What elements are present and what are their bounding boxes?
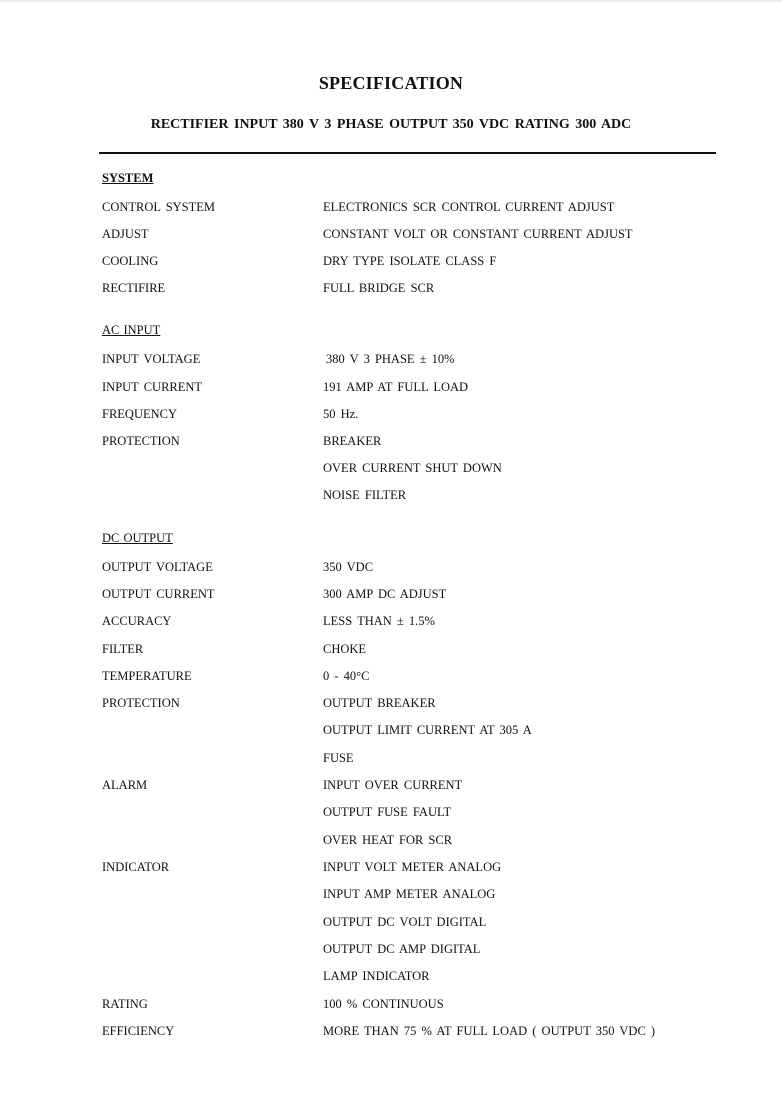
spec-row (0, 279, 782, 297)
spec-label: INPUT VOLTAGE (102, 352, 201, 366)
spec-value: INPUT OVER CURRENT (323, 778, 463, 792)
spec-value: 100 % CONTINUOUS (323, 997, 444, 1011)
spec-label: CONTROL SYSTEM (102, 200, 216, 214)
spec-value: OUTPUT BREAKER (323, 696, 436, 710)
spec-label: PROTECTION (102, 434, 180, 448)
spec-label: RATING (102, 997, 148, 1011)
spec-value: CHOKE (323, 642, 367, 656)
spec-row (0, 640, 782, 658)
spec-label: ACCURACY (102, 614, 172, 628)
spec-value: OUTPUT LIMIT CURRENT AT 305 A (323, 723, 532, 737)
spec-value: BREAKER (323, 434, 382, 448)
spec-label: FILTER (102, 642, 144, 656)
spec-row (0, 995, 782, 1013)
spec-label: INDICATOR (102, 860, 170, 874)
spec-row (0, 585, 782, 603)
spec-row (0, 1022, 782, 1040)
spec-row (0, 612, 782, 630)
spec-row (0, 198, 782, 216)
section-heading-system: SYSTEM (102, 171, 154, 185)
spec-value: CONSTANT VOLT OR CONSTANT CURRENT ADJUST (323, 227, 633, 241)
spec-row (0, 967, 782, 985)
spec-value: INPUT AMP METER ANALOG (323, 887, 496, 901)
document-subtitle: RECTIFIER INPUT 380 V 3 PHASE OUTPUT 350 VDC RATING 300 ADC (150, 117, 632, 132)
spec-value: ELECTRONICS SCR CONTROL CURRENT ADJUST (323, 200, 615, 214)
page-top-border (0, 0, 782, 2)
spec-label: EFFICIENCY (102, 1024, 175, 1038)
spec-value: DRY TYPE ISOLATE CLASS F (323, 254, 497, 268)
spec-row (0, 831, 782, 849)
spec-row (0, 225, 782, 243)
section-heading-dc-output: DC OUTPUT (102, 531, 173, 545)
spec-value: OUTPUT FUSE FAULT (323, 805, 452, 819)
spec-value: 0 - 40°C (323, 669, 370, 683)
spec-value: NOISE FILTER (323, 488, 407, 502)
spec-row (0, 694, 782, 712)
spec-row (0, 252, 782, 270)
spec-value: 380 V 3 PHASE ± 10% (326, 352, 455, 366)
spec-label: PROTECTION (102, 696, 180, 710)
spec-row (0, 721, 782, 739)
spec-value: OUTPUT DC AMP DIGITAL (323, 942, 481, 956)
spec-row (0, 913, 782, 931)
spec-label: TEMPERATURE (102, 669, 192, 683)
spec-value: OVER HEAT FOR SCR (323, 833, 453, 847)
spec-row (0, 749, 782, 767)
spec-value: INPUT VOLT METER ANALOG (323, 860, 502, 874)
spec-row (0, 486, 782, 504)
spec-row (0, 459, 782, 477)
spec-row (0, 776, 782, 794)
spec-value: 191 AMP AT FULL LOAD (323, 380, 469, 394)
spec-value: 350 VDC (323, 560, 374, 574)
spec-row (0, 885, 782, 903)
spec-value: MORE THAN 75 % AT FULL LOAD ( OUTPUT 350 VDC ) (323, 1024, 656, 1038)
spec-value: LAMP INDICATOR (323, 969, 430, 983)
spec-row (0, 432, 782, 450)
spec-value: 300 AMP DC ADJUST (323, 587, 447, 601)
spec-row (0, 350, 782, 368)
header-divider (99, 152, 716, 154)
spec-row (0, 405, 782, 423)
spec-label: OUTPUT CURRENT (102, 587, 215, 601)
spec-label: INPUT CURRENT (102, 380, 203, 394)
spec-value: FULL BRIDGE SCR (323, 281, 435, 295)
spec-row (0, 558, 782, 576)
spec-value: 50 Hz. (323, 407, 359, 421)
spec-value: OVER CURRENT SHUT DOWN (323, 461, 502, 475)
spec-label: RECTIFIRE (102, 281, 166, 295)
spec-label: ALARM (102, 778, 148, 792)
spec-label: COOLING (102, 254, 159, 268)
spec-label: OUTPUT VOLTAGE (102, 560, 213, 574)
spec-row (0, 858, 782, 876)
spec-row (0, 803, 782, 821)
spec-row (0, 378, 782, 396)
spec-value: OUTPUT DC VOLT DIGITAL (323, 915, 487, 929)
spec-row (0, 667, 782, 685)
spec-row (0, 940, 782, 958)
spec-label: FREQUENCY (102, 407, 178, 421)
spec-value: FUSE (323, 751, 354, 765)
section-heading-ac-input: AC INPUT (102, 323, 161, 337)
spec-value: LESS THAN ± 1.5% (323, 614, 435, 628)
spec-label: ADJUST (102, 227, 149, 241)
document-title: SPECIFICATION (318, 73, 464, 93)
